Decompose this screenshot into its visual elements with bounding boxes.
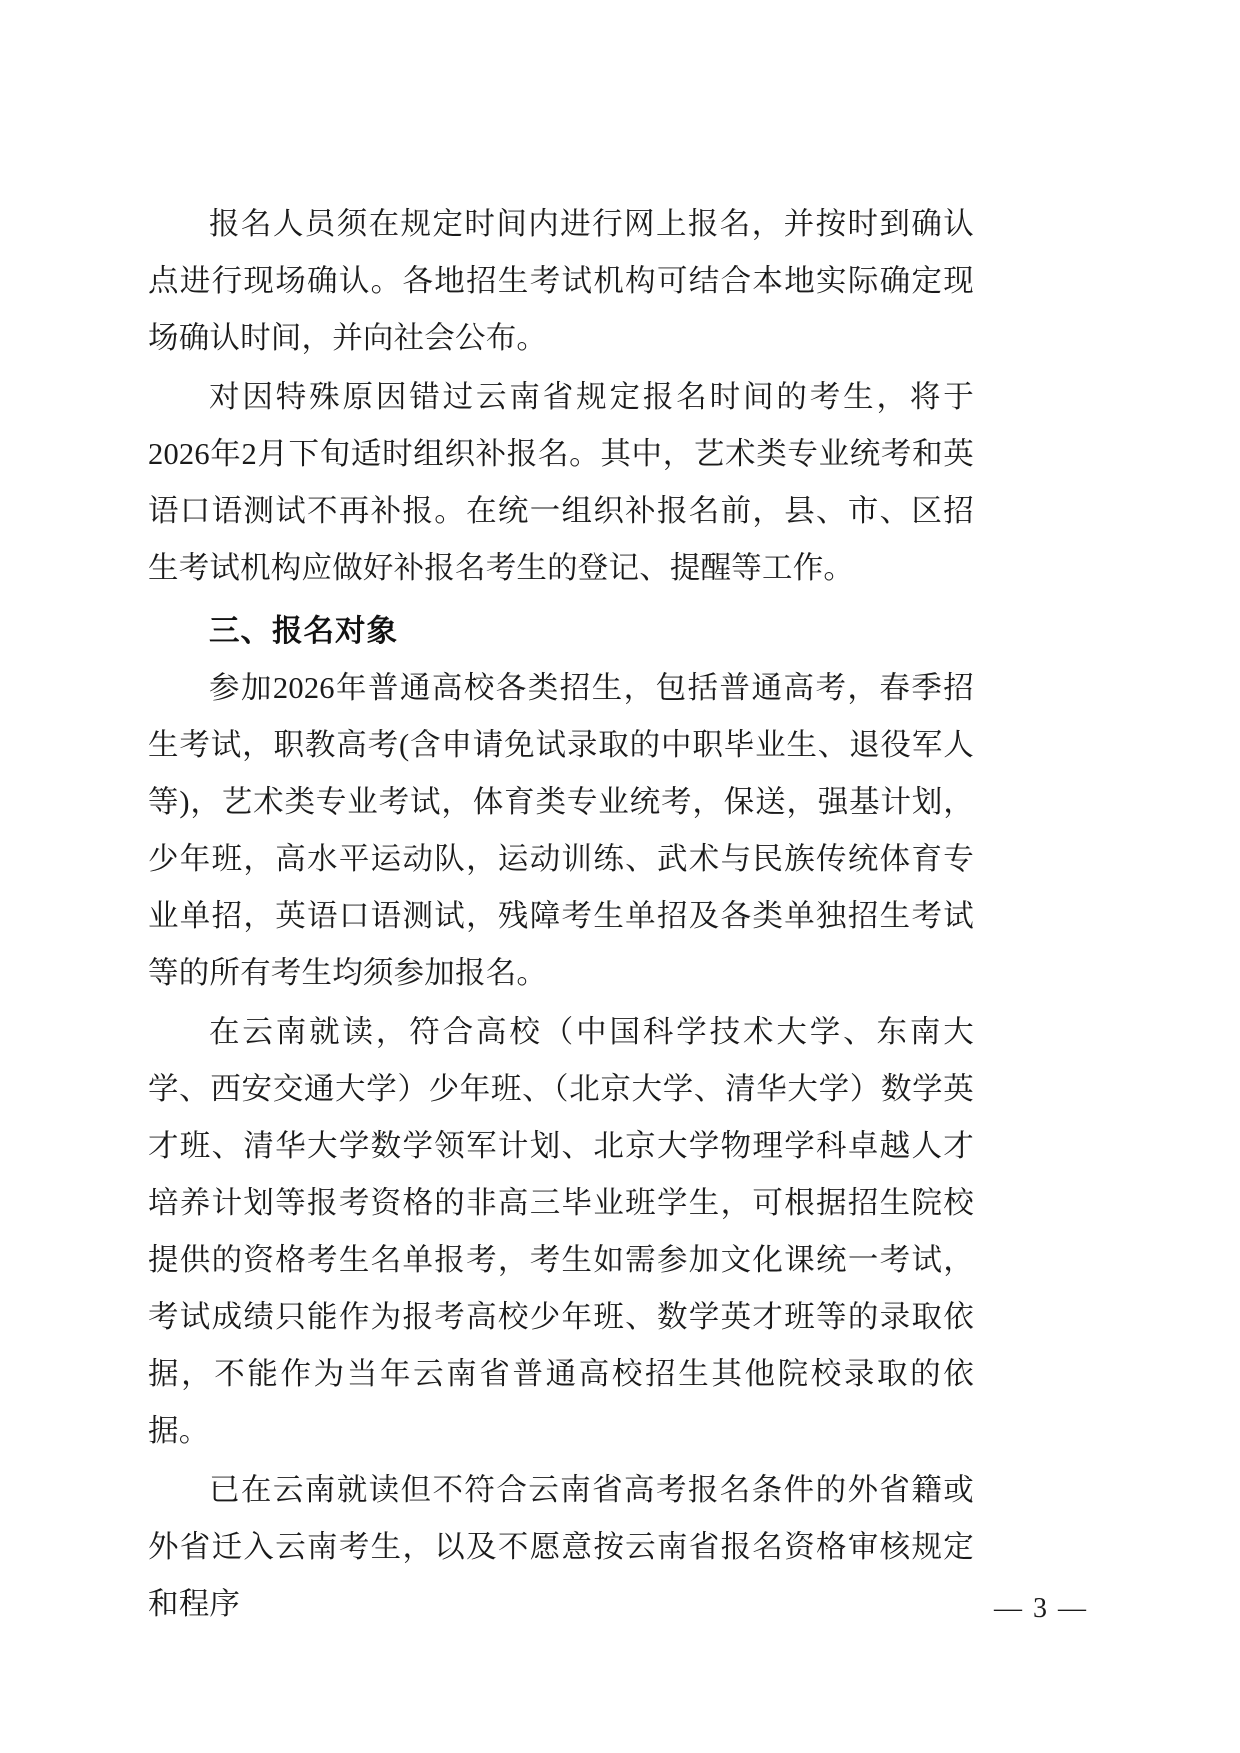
paragraph-online-registration: 报名人员须在规定时间内进行网上报名，并按时到确认点进行现场确认。各地招生考试机构可结合本地实际确定现场确认时间，并向社会公布。 [148, 207, 974, 355]
paragraph-who-must-register: 参加2026年普通高校各类招生，包括普通高考，春季招生考试，职教高考(含申请免试录取的中职毕业生、退役军人等)，艺术类专业考试，体育类专业统考，保送，强基计划，少年班，高水平运动队，运动训练、武术与民族传统体育专业单招，英语口语测试，残障考生单招及各类单独招生考试等的所有考生均须参加报名。 [148, 671, 974, 990]
section-heading-registration-targets: 三、报名对象 [209, 614, 398, 648]
paragraph-supplementary-registration: 对因特殊原因错过云南省规定报名时间的考生，将于2026年2月下旬适时组织补报名。其中，艺术类专业统考和英语口语测试不再补报。在统一组织补报名前，县、市、区招生考试机构应做好补报名考生的登记、提醒等工作。 [148, 380, 974, 585]
document-body [148, 196, 974, 1635]
page-number: — 3 — [994, 1593, 1088, 1624]
paragraph-young-talent-classes: 在云南就读，符合高校（中国科学技术大学、东南大学、西安交通大学）少年班、（北京大学、清华大学）数学英才班、清华大学数学领军计划、北京大学物理学科卓越人才培养计划等报考资格的非高三毕业班学生，可根据招生院校提供的资格考生名单报考，考生如需参加文化课统一考试，考试成绩只能作为报考高校少年班、数学英才班等的录取依据，不能作为当年云南省普通高校招生其他院校录取的依据。 [148, 1015, 974, 1448]
paragraph-non-qualified-candidates: 已在云南就读但不符合云南省高考报名条件的外省籍或外省迁入云南考生，以及不愿意按云南省报名资格审核规定和程序 [148, 1473, 974, 1621]
